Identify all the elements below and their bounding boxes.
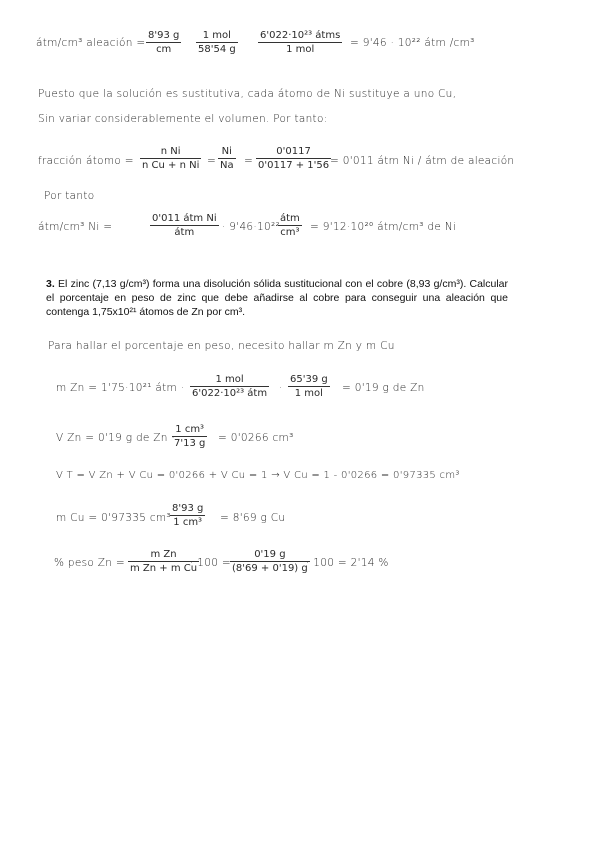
por-tanto-label: Por tanto: [44, 190, 95, 202]
line3-mid: · 9'46·10²²: [222, 221, 281, 233]
line4-frac2: 65'39 g 1 mol: [290, 374, 328, 399]
line2-frac2: $\frac{Ni}{Na}$: [220, 146, 234, 171]
line5-result: = 0'0266 cm³: [218, 432, 294, 444]
line7-lhs: m Cu = 0'97335 cm³ ·: [56, 512, 179, 524]
line7-frac1: $\frac{8'93 g}{\text{1 cm³}}$: [172, 503, 204, 528]
line5-lhs: V Zn = 0'19 g de Zn ·: [56, 432, 176, 444]
line5-frac1: $\frac{\text{1 cm³}}{7'13 g}$: [174, 424, 206, 449]
line2-lhs: fracción átomo =: [38, 155, 134, 167]
paragraph1-line2: Sin variar considerablemente el volumen. Por tanto:: [38, 113, 328, 125]
line1-lhs: átm/cm³ aleación =: [36, 37, 146, 49]
paragraph2: Para hallar el porcentaje en peso, necesito hallar m Zn y m Cu: [48, 340, 395, 352]
line8-frac1: $\frac{\text{m Zn}}{\text{m Zn + m Cu}}$: [130, 549, 198, 574]
problem-statement: [46, 277, 508, 319]
line4-result: = 0'19 g de Zn: [342, 382, 425, 394]
problem-number: 3.: [46, 278, 55, 290]
line3-lhs: átm/cm³ Ni =: [38, 221, 113, 233]
paragraph1-line1: Puesto que la solución es sustitutiva, cada átomo de Ni sustituye a uno Cu,: [38, 88, 457, 100]
line8-lhs: % peso Zn =: [54, 557, 125, 569]
line2-result: = 0'011 átm Ni / átm de aleación: [330, 155, 515, 167]
line6-equation: V T = V Zn + V Cu = 0'0266 + V Cu = 1 → V Cu = 1 - 0'0266 = 0'97335 cm³: [56, 470, 460, 481]
line2-frac1: $\frac{\text{n Ni}}{\text{n Cu + n Ni}}$: [142, 146, 200, 171]
line8-mid: · 100 =: [190, 557, 231, 569]
line3-result: = 9'12·10²⁰ átm/cm³ de Ni: [310, 221, 457, 233]
line1-frac2: 1 mol 58'54 g: [198, 30, 236, 55]
line4-frac1: 1 mol 6'022·10²³ átm: [192, 374, 268, 399]
line2-frac3: $\frac{0'0117}{0'0117 + 1'56}$: [258, 146, 330, 171]
line4-lhs: m Zn = 1'75·10²¹ átm ·: [56, 382, 185, 394]
line7-result: = 8'69 g Cu: [220, 512, 286, 524]
problem-text: El zinc (7,13 g/cm³) forma una disolución sólida sustitucional con el cobre (8,93 g/cm³). Calcular el porcentaje en peso de zinc que debe añadirse al cobre para conseguir una aleación que contenga 1,75x10²¹ átomos de Zn por cm³.: [46, 278, 509, 318]
line3-frac1: 0'011 átm Ni átm: [152, 213, 217, 238]
line3-frac2: átm cm³: [280, 213, 300, 238]
line1-frac3: 6'022·10²³ átms 1 mol: [260, 30, 341, 55]
line8-frac2: $\frac{0'19 g}{(8'69 + 0'19) g}$: [232, 549, 308, 574]
line1-frac1: $\frac{8'93 g}{cm}$: [148, 30, 180, 55]
line8-result: · 100 = 2'14 %: [306, 557, 389, 569]
line1-result: = 9'46 · 10²² átm /cm³: [350, 37, 475, 49]
document-page: átm/cm³ aleación = $\frac{8'93 g}{cm}$ 1 mol 58'54 g 6'022·10²³ átms 1 mol = 9'46 · 10²² átm /cm³ Puesto que la solución es sustitutiva, cada átomo de Ni sustituye a uno Cu, Sin variar considerablemente el volumen. Por tanto: fracción átomo = $\frac{\text{n Ni}}{\text{n Cu + n Ni}}$ = $\frac{Ni}{Na}$ = $\frac{0'0117}{0'0117 + 1'56}$ = 0'011 átm Ni / átm de aleación Por tanto átm/cm³ Ni = 0'011 átm Ni átm · 9'46·10²² átm cm³ = 9'12·10²⁰ átm/cm³ de Ni 3. El zinc (7,13 g/cm³) forma una disolución sólida sustitucional con el cobre (8,93 g/cm³). Calcular el porcentaje en peso de zinc que debe añadirse al cobre para conseguir una aleación que contenga 1,75x10²¹ átomos de Zn por cm³. Para hallar el porcentaje en peso, necesito hallar m Zn y m Cu m Zn = 1'75·10²¹ átm · 1 mol 6'022·10²³ átm · 65'39 g 1 mol = 0'19 g de Zn V Zn = 0'19 g de Zn · $\frac{\text{1 cm³}}{7'13 g}$ = 0'0266 cm³ V T = V Zn + V Cu = 0'0266 + V Cu = 1 → V Cu = 1 - 0'0266 = 0'97335 cm³ m Cu = 0'97335 cm³ · $\frac{8'93 g}{\text{1 cm³}}$ = 8'69 g Cu % peso Zn = $\frac{\text{m Zn}}{\text{m Zn + m Cu}}$ · 100 = $\frac{0'19 g}{(8'69 + 0'19) g}$ · 100 = 2'14 %: [36, 30, 515, 574]
